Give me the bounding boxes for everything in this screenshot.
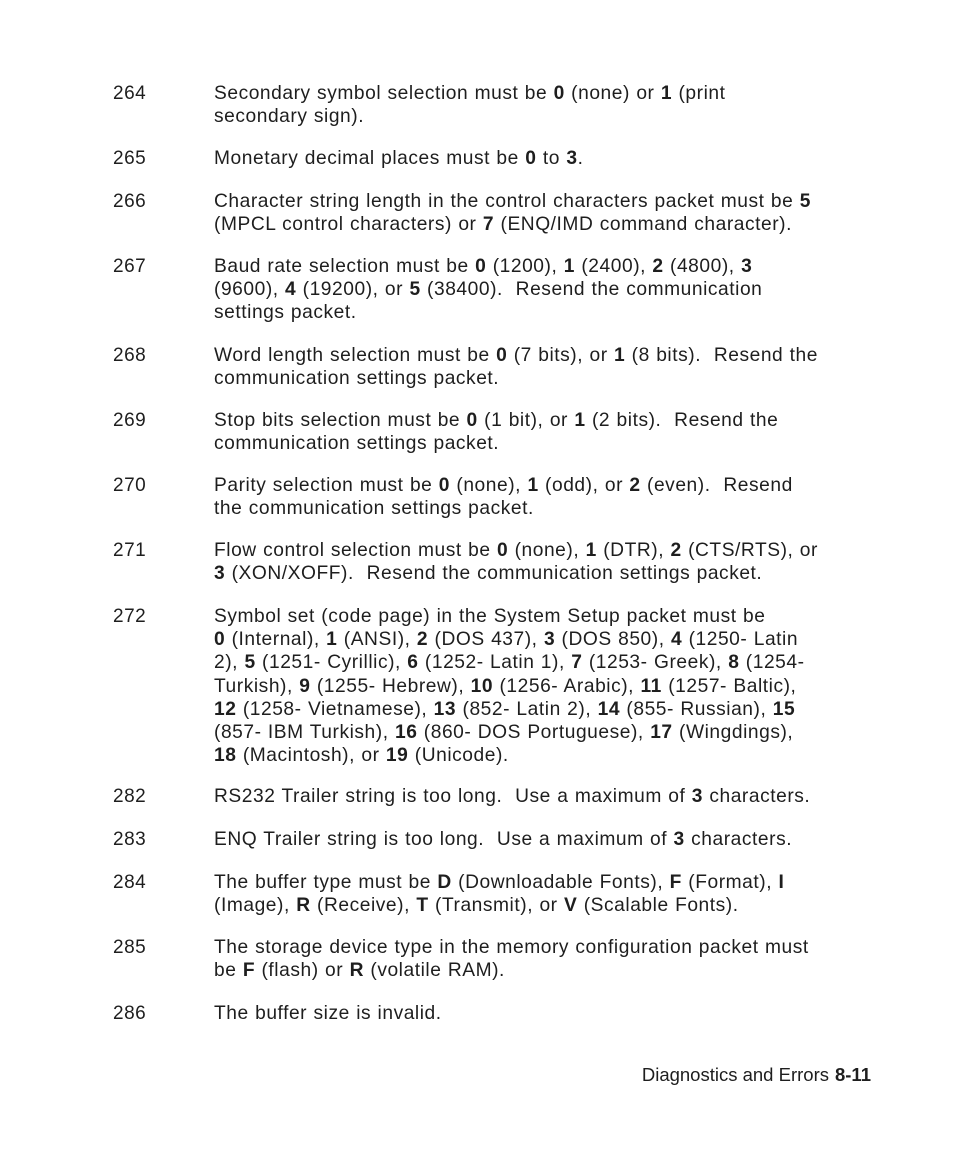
error-value-bold: 2 <box>416 629 429 651</box>
page-footer <box>642 1064 871 1086</box>
error-text: (855- Russian), <box>620 698 773 720</box>
error-value-bold: T <box>416 895 429 917</box>
error-value-bold: 17 <box>650 722 673 744</box>
error-code: 269 <box>113 410 147 431</box>
error-message <box>214 82 879 128</box>
error-text: (Unicode). <box>408 745 509 767</box>
error-text: (CTS/RTS), or <box>688 540 818 561</box>
error-value-bold: 3 <box>741 256 753 277</box>
error-text: (none), <box>508 540 586 561</box>
error-text: characters. <box>702 786 811 807</box>
error-text: (XON/XOFF). Resend the communication settings packet. <box>225 563 763 585</box>
error-text: Stop bits selection must be <box>214 410 467 431</box>
error-text: (38400). Resend the communication settings packet. <box>214 279 763 324</box>
error-text: (even). Resend the communication settings packet. <box>214 475 793 520</box>
error-text: (1255- Hebrew), <box>310 675 471 697</box>
error-text: (Scalable Fonts). <box>577 895 739 917</box>
page-number: 8-11 <box>834 1064 871 1085</box>
error-text: (7 bits), or <box>507 345 615 366</box>
error-message <box>214 147 879 170</box>
error-value-bold: 3 <box>214 563 226 585</box>
error-text: (1252- Latin 1), <box>418 652 572 674</box>
error-text: (Internal), <box>225 629 327 651</box>
error-value-bold: 1 <box>326 629 338 651</box>
error-text: (Macintosh), or <box>236 745 386 767</box>
error-text: (1251- Cyrillic), <box>255 652 408 674</box>
error-value-bold: 6 <box>407 652 419 674</box>
error-text: (MPCL control characters) or <box>214 214 477 236</box>
error-value-bold: 2 <box>629 475 641 496</box>
error-value-bold: 0 <box>496 540 509 561</box>
error-text: characters. <box>684 829 793 850</box>
error-value-bold: 1 <box>585 540 597 561</box>
error-value-bold: 4 <box>285 279 297 301</box>
error-message <box>214 828 879 851</box>
error-code: 282 <box>113 786 147 807</box>
error-text: (odd), or <box>538 475 630 496</box>
error-value-bold: 5 <box>244 652 256 674</box>
error-text: (1254- Turkish), <box>214 652 805 697</box>
error-value-bold: 7 <box>571 652 583 674</box>
error-value-bold: 19 <box>385 745 409 767</box>
error-text: (DTR), <box>596 540 671 561</box>
error-text: (print secondary sign). <box>214 83 726 128</box>
error-text: (1250- Latin 2), <box>214 629 799 674</box>
error-code: 264 <box>113 83 147 104</box>
error-value-bold: 3 <box>673 829 685 850</box>
error-value-bold: R <box>296 895 311 917</box>
error-value-bold: 5 <box>799 191 811 212</box>
error-value-bold: 3 <box>566 148 578 169</box>
error-text: Character string length in the control characters packet must be <box>214 191 800 212</box>
error-text: (Wingdings), <box>679 722 794 744</box>
error-code: 272 <box>113 606 147 627</box>
error-code: 265 <box>113 148 147 169</box>
error-code: 267 <box>113 256 147 277</box>
error-text: (ANSI), <box>337 629 417 651</box>
error-text: (1253- Greek), <box>582 652 729 674</box>
error-message <box>214 539 879 585</box>
error-text: (857- IBM Turkish), <box>214 722 389 744</box>
error-message <box>214 255 879 325</box>
error-text: The storage device type in the memory configuration packet must be <box>214 937 809 982</box>
error-value-bold: 0 <box>475 256 487 277</box>
error-code: 283 <box>113 829 147 850</box>
error-text: (Transmit), or <box>428 895 564 917</box>
error-value-bold: I <box>778 872 785 893</box>
error-message <box>214 190 879 236</box>
error-value-bold: 9 <box>299 675 311 697</box>
error-value-bold: 1 <box>660 83 673 104</box>
error-text: Word length selection must be <box>214 345 497 366</box>
error-text: Baud rate selection must be <box>214 256 476 277</box>
error-value-bold: 8 <box>728 652 740 674</box>
error-value-bold: 1 <box>574 410 586 431</box>
error-value-bold: 1 <box>614 345 626 366</box>
error-value-bold: 0 <box>466 410 478 431</box>
error-message <box>214 409 879 455</box>
error-text: Secondary symbol selection must be <box>214 83 554 104</box>
error-value-bold: 0 <box>438 475 451 496</box>
error-text: . <box>577 148 584 169</box>
error-text: (9600), <box>214 279 279 301</box>
error-text: (ENQ/IMD command character). <box>494 214 792 236</box>
footer-section-title: Diagnostics and Errors <box>641 1064 829 1085</box>
error-message <box>214 474 879 520</box>
error-text: (852- Latin 2), <box>456 698 598 720</box>
error-text: (2 bits). Resend the communication settings packet. <box>214 410 779 455</box>
error-value-bold: 10 <box>470 675 494 697</box>
error-code: 285 <box>113 937 147 958</box>
error-text: (DOS 850), <box>555 629 671 651</box>
error-code: 266 <box>113 191 147 212</box>
error-value-bold: 16 <box>394 722 418 744</box>
error-text: (860- DOS Portuguese), <box>417 722 651 744</box>
error-text: (1256- Arabic), <box>493 675 641 697</box>
error-value-bold: 1 <box>527 475 539 496</box>
error-value-bold: 0 <box>214 629 226 651</box>
error-text: RS232 Trailer string is too long. Use a maximum of <box>214 786 692 807</box>
error-value-bold: F <box>669 872 682 893</box>
error-text: (none) or <box>564 83 661 104</box>
error-value-bold: 5 <box>409 279 421 301</box>
error-text: (8 bits). Resend the communication settings packet. <box>214 345 818 390</box>
error-text: (DOS 437), <box>428 629 544 651</box>
error-value-bold: 12 <box>214 698 237 720</box>
error-code: 284 <box>113 872 147 893</box>
error-text: The buffer type must be <box>214 872 438 893</box>
error-text: (Downloadable Fonts), <box>451 872 670 893</box>
error-text: Flow control selection must be <box>214 540 497 561</box>
error-value-bold: 14 <box>597 698 621 720</box>
error-code: 271 <box>113 540 147 561</box>
error-value-bold: 0 <box>553 83 565 104</box>
error-text: (Format), <box>681 872 779 893</box>
error-value-bold: 0 <box>525 148 537 169</box>
error-value-bold: D <box>437 872 452 893</box>
error-code: 268 <box>113 345 147 366</box>
error-text: (1257- Baltic), <box>668 675 797 697</box>
error-value-bold: 11 <box>640 675 662 697</box>
error-message <box>214 785 879 808</box>
error-code: 270 <box>113 475 147 496</box>
error-value-bold: R <box>349 960 364 982</box>
error-message <box>214 871 879 917</box>
error-value-bold: 7 <box>482 214 495 236</box>
error-text: ENQ Trailer string is too long. Use a maximum of <box>214 829 674 850</box>
error-code: 286 <box>113 1003 147 1024</box>
error-text: (4800), <box>663 256 742 277</box>
error-value-bold: 0 <box>496 345 508 366</box>
error-text: (Receive), <box>310 895 417 917</box>
error-message <box>214 344 879 390</box>
error-value-bold: 3 <box>543 629 556 651</box>
error-value-bold: 15 <box>772 698 796 720</box>
error-value-bold: 2 <box>670 540 682 561</box>
error-value-bold: F <box>242 960 256 982</box>
error-text: (1 bit), or <box>477 410 575 431</box>
error-value-bold: V <box>564 895 578 917</box>
error-message <box>214 936 879 982</box>
error-text: (flash) or <box>255 960 350 982</box>
error-text: Symbol set (code page) in the System Setup packet must be <box>214 606 766 627</box>
error-text: The buffer size is invalid. <box>214 1003 442 1024</box>
error-value-bold: 18 <box>214 745 237 767</box>
error-message <box>214 1002 879 1025</box>
error-text: Parity selection must be <box>214 475 439 496</box>
error-value-bold: 4 <box>670 629 683 651</box>
error-text: (none), <box>450 475 528 496</box>
error-message <box>214 605 879 767</box>
error-text: (Image), <box>214 895 290 917</box>
error-text: (1258- Vietnamese), <box>236 698 434 720</box>
error-value-bold: 13 <box>433 698 457 720</box>
error-value-bold: 1 <box>563 256 575 277</box>
error-text: (19200), or <box>296 279 410 301</box>
error-value-bold: 2 <box>652 256 664 277</box>
error-text: to <box>536 148 567 169</box>
error-text: (1200), <box>486 256 564 277</box>
error-text: (volatile RAM). <box>364 960 505 982</box>
error-value-bold: 3 <box>691 786 703 807</box>
error-text: Monetary decimal places must be <box>214 148 526 169</box>
error-text: (2400), <box>574 256 653 277</box>
